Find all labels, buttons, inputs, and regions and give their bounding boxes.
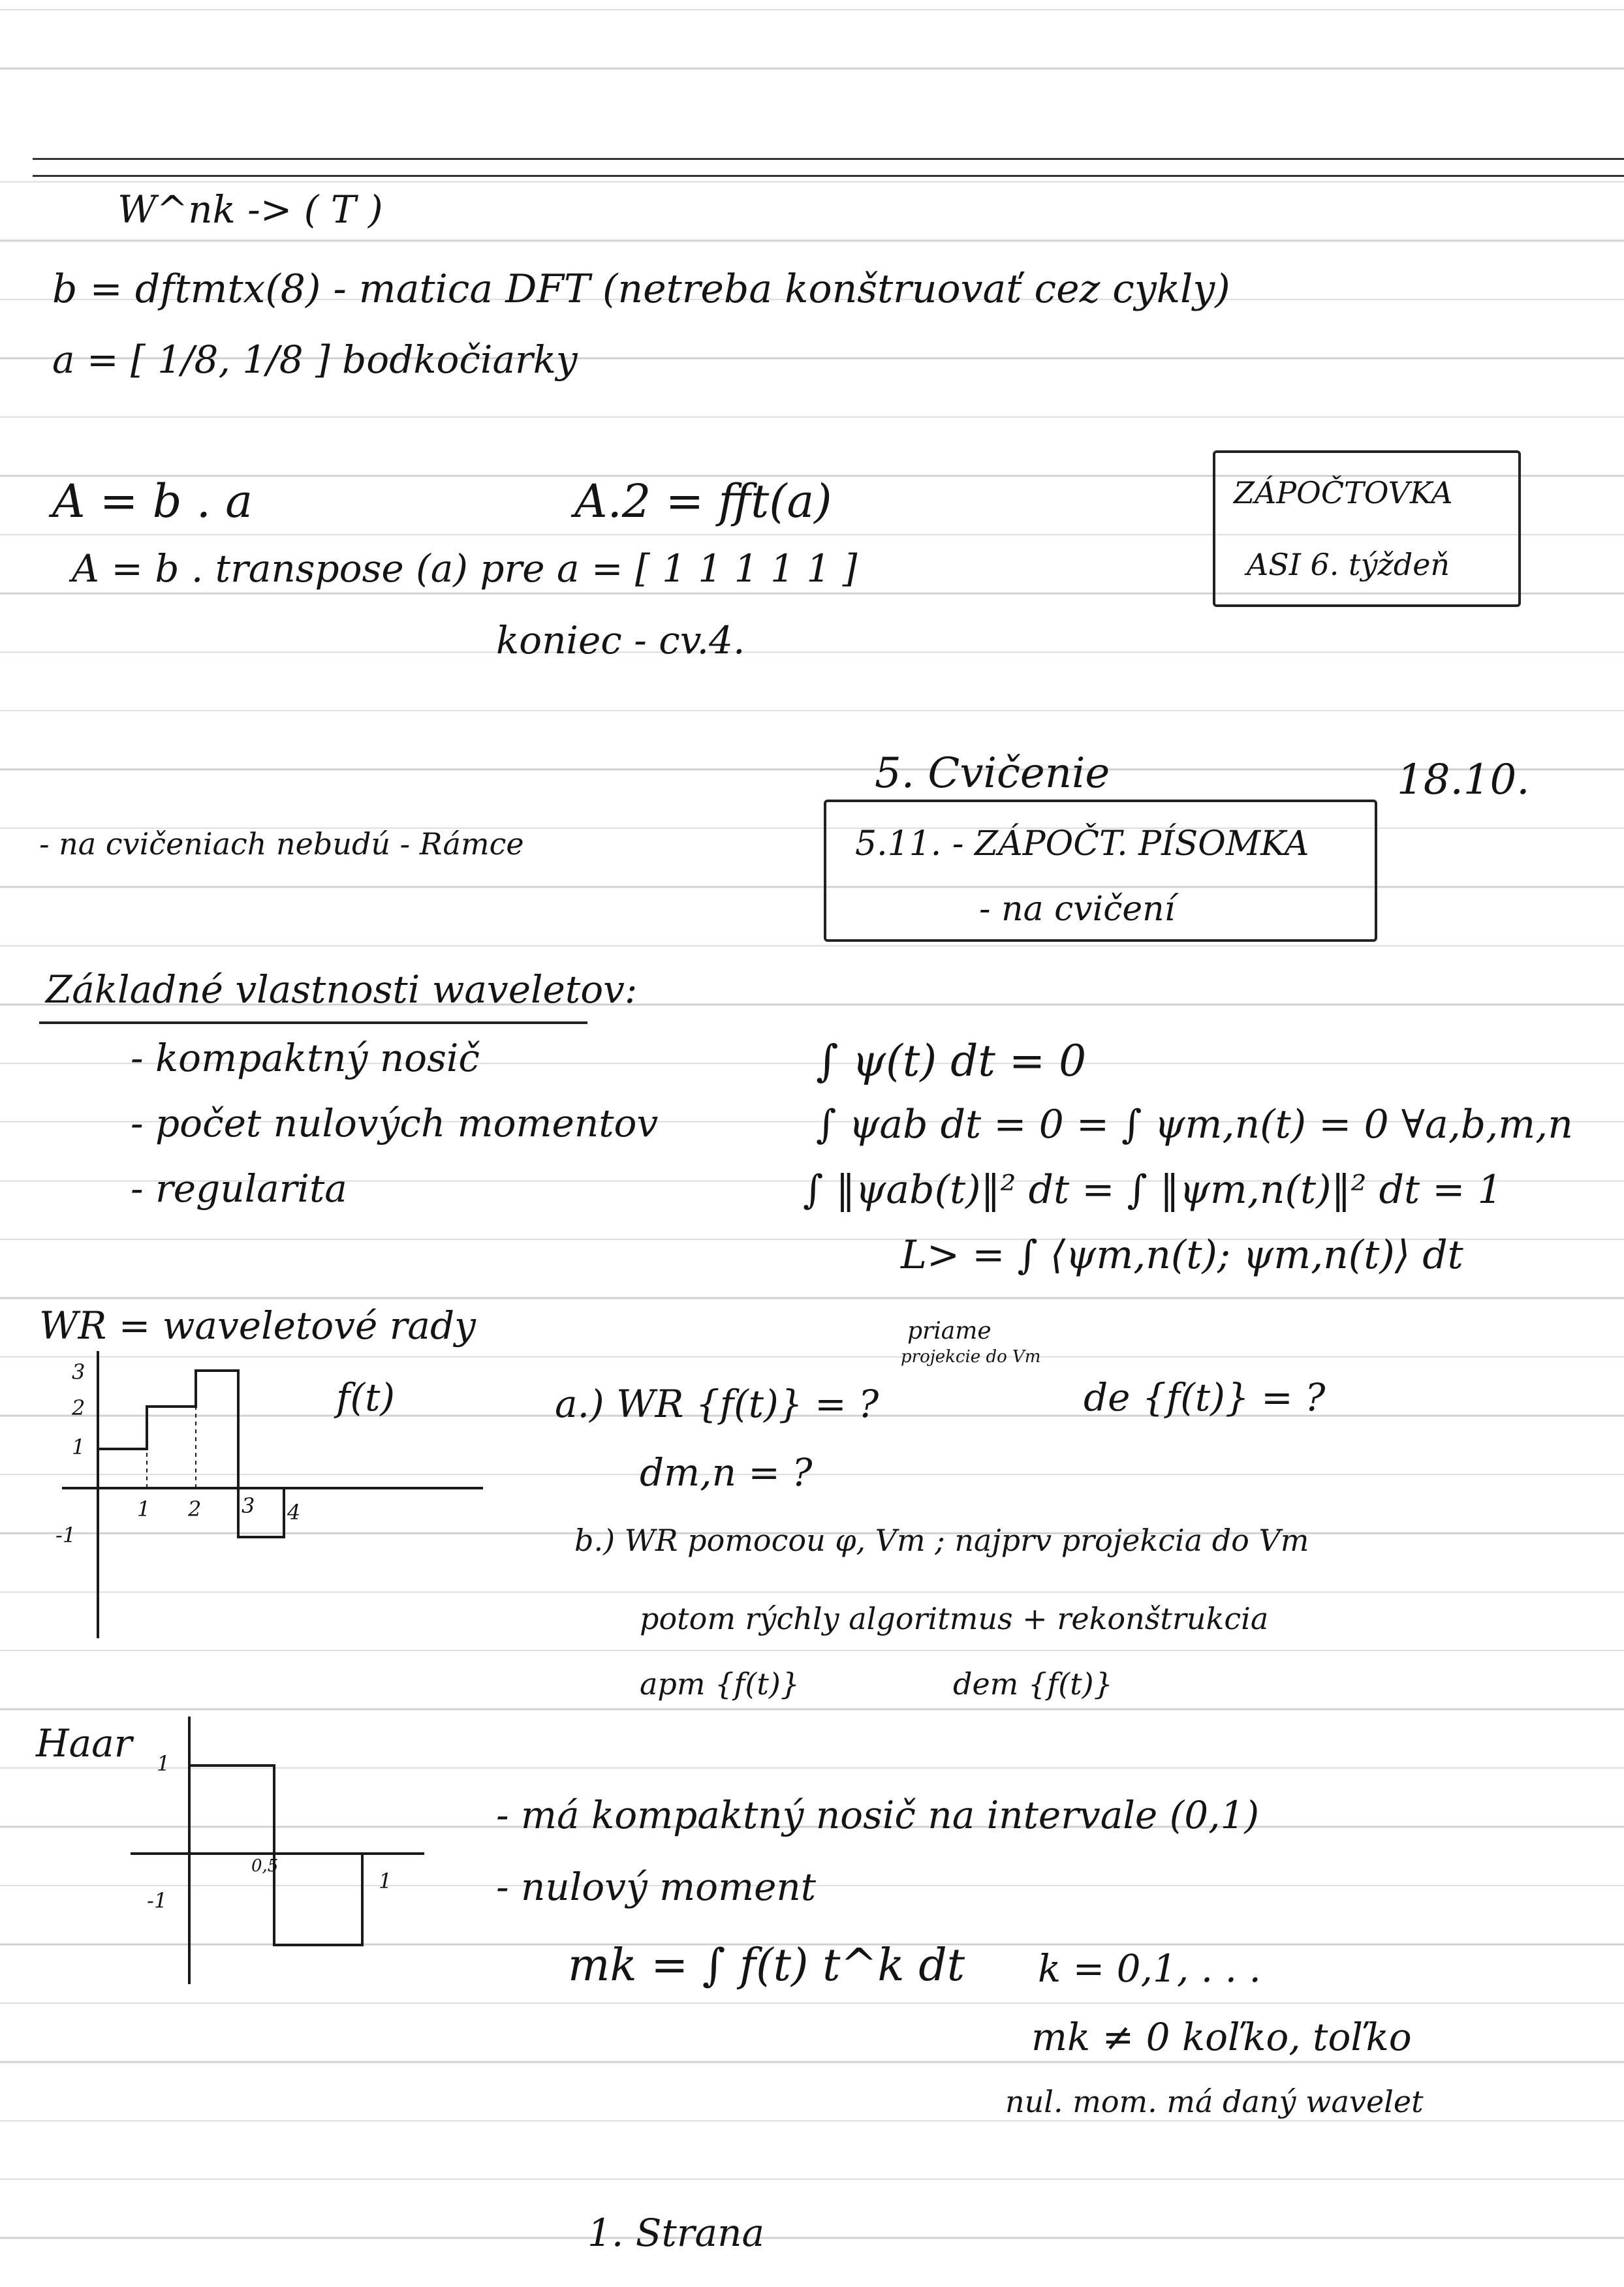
- ft-xtick-4: 4: [287, 1500, 301, 1525]
- haar-ytick-1: 1: [157, 1751, 170, 1776]
- qa-de: de {f(t)} = ?: [1084, 1375, 1326, 1420]
- ft-ytick-2: 2: [72, 1395, 86, 1420]
- line-A-eq: A = b . a: [52, 475, 253, 528]
- box-pisomka-l1: 5.11. - ZÁPOČT. PÍSOMKA: [855, 824, 1309, 863]
- haar-xtick-1: 1: [379, 1869, 392, 1893]
- box-pisomka-l2: - na cvičení: [979, 890, 1176, 929]
- line-koniec: koniec - cv.4.: [496, 618, 745, 662]
- eq-zero-mean: ∫ ψab dt = 0 = ∫ ψm,n(t) = 0 ∀a,b,m,n: [816, 1102, 1573, 1147]
- ft-label: f(t): [336, 1375, 396, 1420]
- mk-note: nul. mom. má daný wavelet: [1005, 2084, 1424, 2119]
- qa-question: a.) WR {f(t)} = ?: [555, 1382, 879, 1426]
- qa-dmn: dm,n = ?: [640, 1450, 813, 1495]
- section-date: 18.10.: [1397, 756, 1530, 804]
- qa-note2: projekcie do Vm: [901, 1347, 1041, 1367]
- qb-line2: potom rýchly algoritmus + rekonštrukcia: [640, 1601, 1269, 1636]
- ft-xtick-1: 1: [137, 1497, 151, 1521]
- haar-label: Haar: [36, 1721, 133, 1766]
- line-ramce: - na cvičeniach nebudú - Rámce: [39, 826, 524, 862]
- ft-xtick-3: 3: [242, 1493, 255, 1518]
- ft-ytick-1: 1: [72, 1435, 86, 1459]
- qb-apm: apm {f(t)}: [640, 1666, 800, 1702]
- qb-line1: b.) WR pomocou φ, Vm ; najprv projekcia do Vm: [574, 1523, 1309, 1558]
- ft-ytick-3: 3: [72, 1360, 86, 1384]
- ft-ytick-neg1: -1: [55, 1523, 76, 1548]
- section-title: 5. Cvičenie: [875, 749, 1110, 798]
- qb-dem: dem {f(t)}: [953, 1666, 1113, 1702]
- eq-inner-product: L> = ∫ ⟨ψm,n(t); ψm,n(t)⟩ dt: [901, 1232, 1463, 1278]
- line-fft: A.2 = fft(a): [574, 475, 832, 528]
- prop-compact: - kompaktný nosič: [131, 1036, 480, 1080]
- line-dftmtx: b = dftmtx(8) - matica DFT (netreba konštruovať cez cykly): [52, 266, 1230, 312]
- haar-moment: - nulový moment: [496, 1865, 817, 1909]
- box-zapoctovka-l2: ASI 6. týždeň: [1247, 547, 1450, 582]
- haar-compact: - má kompaktný nosič na intervale (0,1): [496, 1793, 1260, 1837]
- ft-xtick-2: 2: [188, 1497, 202, 1521]
- haar-step-line: [189, 1766, 362, 1945]
- qa-note1: priame: [907, 1318, 992, 1345]
- line-vector-a: a = [ 1/8, 1/8 ] bodkočiarky: [52, 337, 578, 382]
- eq-unit-norm: ∫ ‖ψab(t)‖² dt = ∫ ‖ψm,n(t)‖² dt = 1: [803, 1167, 1503, 1213]
- prop-regularity: - regularita: [131, 1166, 347, 1211]
- eq-integral-zero: ∫ ψ(t) dt = 0: [816, 1036, 1087, 1086]
- line-transpose: A = b . transpose (a) pre a = [ 1 1 1 1 1 ]: [72, 546, 858, 591]
- props-title: Základné vlastnosti waveletov:: [46, 967, 638, 1012]
- k-values: k = 0,1, . . .: [1038, 1946, 1261, 1991]
- page-footer: 1. Strana: [587, 2211, 765, 2255]
- box-zapoctovka-l1: ZÁPOČTOVKA: [1234, 475, 1453, 510]
- mk-formula: mk = ∫ f(t) t^k dt: [568, 1940, 965, 1991]
- haar-xtick-05: 0,5: [251, 1856, 279, 1876]
- mk-nonzero: mk ≠ 0 koľko, toľko: [1031, 2015, 1412, 2059]
- wr-title: WR = waveletové rady: [39, 1303, 476, 1348]
- line-wnk: W^nk -> ( T ): [117, 187, 383, 232]
- prop-moments: - počet nulových momentov: [131, 1101, 659, 1145]
- haar-ytick-neg1: -1: [147, 1888, 168, 1913]
